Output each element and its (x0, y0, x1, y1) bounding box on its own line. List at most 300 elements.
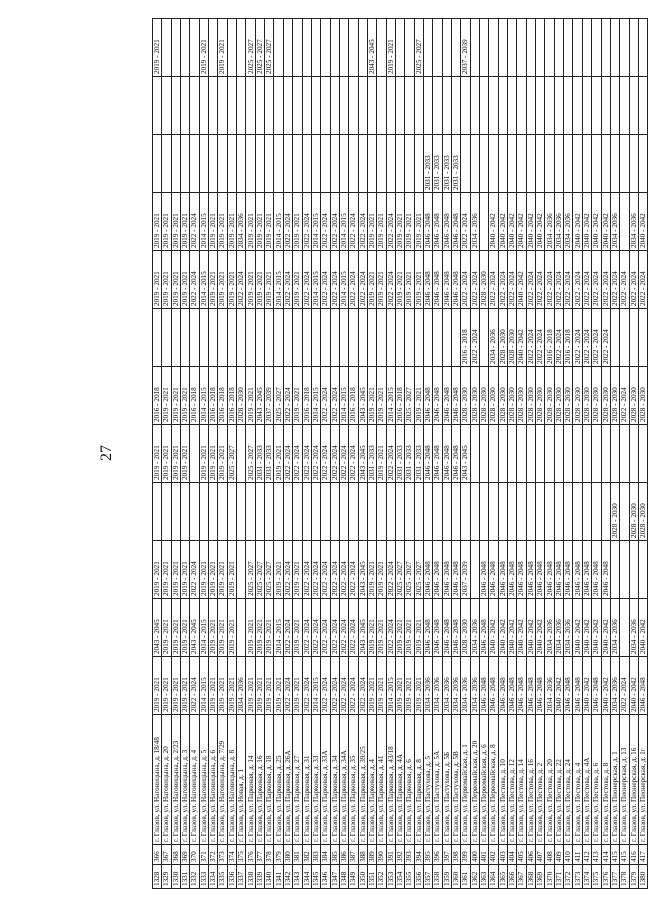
period-cell (246, 135, 255, 193)
period-cell (489, 135, 498, 193)
period-cell (470, 541, 479, 599)
period-cell (283, 19, 292, 77)
period-cell (321, 77, 330, 135)
row-number-cell: 1372 (564, 865, 573, 889)
period-cell: 2040 - 2042 (517, 193, 526, 251)
period-cell (470, 19, 479, 77)
period-cell: 2014 - 2015 (386, 367, 395, 425)
period-cell: 2019 - 2021 (209, 193, 218, 251)
period-cell: 2031 - 2033 (433, 135, 442, 193)
table-row (433, 19, 442, 889)
period-cell (199, 135, 208, 193)
period-cell: 2022 - 2024 (638, 251, 647, 309)
row-number-cell: 1370 (545, 865, 554, 889)
period-cell (321, 483, 330, 541)
address-cell: г. Глазов, ул. Парковая, д. 18 (265, 715, 274, 845)
period-cell: 2022 - 2024 (386, 425, 395, 483)
house-id-cell: 381 (293, 845, 302, 865)
house-id-cell: 379 (274, 845, 283, 865)
period-cell: 2028 - 2030 (564, 367, 573, 425)
period-cell (620, 541, 629, 599)
address-cell: г. Глазов, ул. Парковая, д. 14 (246, 715, 255, 845)
house-id-cell: 410 (564, 845, 573, 865)
period-cell (592, 19, 601, 77)
period-cell (367, 309, 376, 367)
period-cell (162, 483, 171, 541)
period-cell (162, 19, 171, 77)
period-cell (610, 77, 619, 135)
period-cell (339, 19, 348, 77)
period-cell (386, 77, 395, 135)
table-row (265, 19, 274, 889)
period-cell: 2028 - 2030 (610, 367, 619, 425)
period-cell (358, 77, 367, 135)
period-cell: 2019 - 2021 (255, 599, 264, 657)
house-id-cell: 390 (377, 845, 386, 865)
period-cell: 2019 - 2021 (227, 251, 236, 309)
period-cell (386, 309, 395, 367)
period-cell (414, 309, 423, 367)
period-cell: 2040 - 2042 (508, 599, 517, 657)
period-cell (218, 309, 227, 367)
period-cell (358, 19, 367, 77)
period-cell (339, 135, 348, 193)
row-number-cell: 1333 (199, 865, 208, 889)
period-cell (526, 19, 535, 77)
period-cell: 2046 - 2048 (442, 541, 451, 599)
table-row (358, 19, 367, 889)
period-cell: 2028 - 2030 (629, 367, 638, 425)
period-cell (554, 483, 563, 541)
house-id-cell: 367 (162, 845, 171, 865)
period-cell: 2046 - 2048 (480, 657, 489, 715)
row-number-cell: 1329 (162, 865, 171, 889)
period-cell (414, 135, 423, 193)
row-number-cell: 1353 (386, 865, 395, 889)
period-cell (508, 77, 517, 135)
period-cell: 2034 - 2036 (564, 193, 573, 251)
period-cell: 2034 - 2036 (470, 657, 479, 715)
period-cell (395, 135, 404, 193)
period-cell: 2022 - 2024 (554, 309, 563, 367)
address-cell: г. Глазов, ул. Пионерская, д. 13 (620, 715, 629, 845)
house-id-cell: 402 (489, 845, 498, 865)
row-number-cell: 1331 (181, 865, 190, 889)
table-row (573, 19, 582, 889)
period-cell: 2022 - 2024 (330, 541, 339, 599)
house-id-cell: 384 (321, 845, 330, 865)
period-cell: 2022 - 2024 (554, 251, 563, 309)
period-cell: 2043 - 2045 (190, 599, 199, 657)
address-cell: г. Глазов, ул. Пестова, д. 8 (601, 715, 610, 845)
row-number-cell: 1357 (423, 865, 432, 889)
period-cell (480, 425, 489, 483)
period-cell (283, 483, 292, 541)
period-cell: 2037 - 2039 (265, 367, 274, 425)
period-cell (536, 77, 545, 135)
address-cell: г. Глазов, ул. Пестова, д. 20 (545, 715, 554, 845)
row-number-cell: 1334 (209, 865, 218, 889)
period-cell (498, 425, 507, 483)
period-cell (330, 19, 339, 77)
period-cell (461, 483, 470, 541)
period-cell (638, 135, 647, 193)
table-row (227, 19, 236, 889)
period-cell: 2028 - 2030 (498, 309, 507, 367)
period-cell: 2022 - 2024 (349, 541, 358, 599)
table-row (321, 19, 330, 889)
period-cell: 2046 - 2048 (423, 251, 432, 309)
period-cell: 2028 - 2030 (489, 367, 498, 425)
period-cell (255, 483, 264, 541)
period-cell (489, 77, 498, 135)
period-cell: 2031 - 2033 (442, 135, 451, 193)
period-cell (405, 77, 414, 135)
period-cell: 2043 - 2045 (358, 599, 367, 657)
period-cell (293, 135, 302, 193)
period-cell (470, 135, 479, 193)
period-cell: 2022 - 2024 (358, 251, 367, 309)
period-cell: 2019 - 2021 (162, 541, 171, 599)
row-number-cell: 1376 (601, 865, 610, 889)
period-cell (620, 77, 629, 135)
period-cell (629, 425, 638, 483)
period-cell: 2016 - 2018 (227, 367, 236, 425)
address-cell: г. Глазов, ул. Парковая, д. 8 (414, 715, 423, 845)
house-id-cell: 414 (601, 845, 610, 865)
period-cell (582, 19, 591, 77)
row-number-cell: 1365 (498, 865, 507, 889)
table-row (237, 19, 246, 889)
period-cell (498, 483, 507, 541)
address-cell: г. Глазов, ул. Парковая, д. 39/25 (358, 715, 367, 845)
period-cell (564, 135, 573, 193)
house-id-cell: 383 (311, 845, 320, 865)
period-cell: 2019 - 2021 (265, 193, 274, 251)
period-cell: 2016 - 2018 (395, 367, 404, 425)
period-cell (498, 19, 507, 77)
period-cell: 2014 - 2015 (199, 367, 208, 425)
house-id-cell: 395 (423, 845, 432, 865)
period-cell: 2019 - 2021 (265, 599, 274, 657)
table-row (255, 19, 264, 889)
period-cell (349, 135, 358, 193)
period-cell: 2022 - 2024 (330, 193, 339, 251)
period-cell (405, 135, 414, 193)
period-cell: 2019 - 2021 (414, 251, 423, 309)
period-cell (582, 135, 591, 193)
period-cell: 2019 - 2021 (171, 425, 180, 483)
period-cell: 2016 - 2018 (153, 367, 162, 425)
period-cell: 2022 - 2024 (536, 251, 545, 309)
period-cell: 2022 - 2024 (321, 251, 330, 309)
house-id-cell: 417 (638, 845, 647, 865)
period-cell: 2019 - 2021 (255, 193, 264, 251)
address-cell: г. Глазов, ул. Парковая, д. 34 (330, 715, 339, 845)
period-cell: 2046 - 2048 (498, 541, 507, 599)
period-cell: 2022 - 2024 (545, 251, 554, 309)
period-cell: 2019 - 2021 (414, 599, 423, 657)
period-cell (489, 19, 498, 77)
period-cell: 2046 - 2048 (433, 425, 442, 483)
period-cell (302, 77, 311, 135)
period-cell: 2019 - 2021 (227, 193, 236, 251)
address-cell: г. Глазов, ул. Парковая, д. 27 (293, 715, 302, 845)
period-cell (470, 483, 479, 541)
period-cell: 2016 - 2018 (349, 367, 358, 425)
period-cell: 2019 - 2021 (377, 541, 386, 599)
period-cell: 2019 - 2021 (153, 19, 162, 77)
table-row (601, 19, 610, 889)
period-cell (190, 19, 199, 77)
period-cell (592, 483, 601, 541)
row-number-cell: 1337 (237, 865, 246, 889)
period-cell: 2022 - 2024 (386, 599, 395, 657)
table-row (395, 19, 404, 889)
address-cell: г. Глазов, ул. Пестова, д. 4А (582, 715, 591, 845)
period-cell (274, 135, 283, 193)
period-cell (302, 483, 311, 541)
period-cell: 2019 - 2021 (395, 657, 404, 715)
period-cell: 2019 - 2021 (209, 541, 218, 599)
period-cell: 2019 - 2021 (209, 599, 218, 657)
period-cell: 2019 - 2021 (171, 367, 180, 425)
period-cell (620, 309, 629, 367)
period-cell (162, 77, 171, 135)
table-row (218, 19, 227, 889)
period-cell: 2019 - 2021 (265, 251, 274, 309)
period-cell: 2019 - 2021 (181, 251, 190, 309)
period-cell (395, 19, 404, 77)
period-cell (265, 77, 274, 135)
period-cell: 2014 - 2015 (386, 657, 395, 715)
period-cell: 2046 - 2048 (480, 541, 489, 599)
period-cell: 2028 - 2030 (461, 367, 470, 425)
period-cell (620, 483, 629, 541)
address-cell: г. Глазов, ул. Пионерская, д. 1г (638, 715, 647, 845)
period-cell (461, 135, 470, 193)
period-cell: 2031 - 2033 (265, 425, 274, 483)
period-cell: 2022 - 2024 (470, 309, 479, 367)
period-cell: 2014 - 2015 (311, 193, 320, 251)
row-number-cell: 1343 (293, 865, 302, 889)
period-cell: 2046 - 2048 (423, 367, 432, 425)
period-cell: 2019 - 2021 (377, 367, 386, 425)
period-cell: 2040 - 2042 (536, 193, 545, 251)
period-cell: 2019 - 2021 (367, 367, 376, 425)
period-cell (582, 483, 591, 541)
row-number-cell: 1352 (377, 865, 386, 889)
period-cell: 2019 - 2021 (255, 251, 264, 309)
period-cell (349, 19, 358, 77)
period-cell: 2019 - 2021 (395, 599, 404, 657)
period-cell: 2043 - 2045 (358, 367, 367, 425)
period-cell (564, 483, 573, 541)
period-cell: 2022 - 2024 (592, 309, 601, 367)
period-cell (638, 425, 647, 483)
period-cell (367, 483, 376, 541)
address-cell: г. Глазов, ул. Пестова, д. 22 (554, 715, 563, 845)
period-cell: 2028 - 2030 (480, 251, 489, 309)
address-cell: г. Глазов, ул. Пестова, д. 12 (508, 715, 517, 845)
period-cell: 2022 - 2024 (358, 193, 367, 251)
table-row (405, 19, 414, 889)
period-cell: 2022 - 2024 (470, 251, 479, 309)
period-cell: 2022 - 2024 (321, 425, 330, 483)
period-cell: 2040 - 2042 (498, 599, 507, 657)
address-cell: г. Глазов, ул. Пастухова, д. 5В (452, 715, 461, 845)
period-cell (536, 483, 545, 541)
period-cell: 2040 - 2042 (517, 599, 526, 657)
period-cell (526, 483, 535, 541)
period-cell: 2022 - 2024 (573, 309, 582, 367)
period-cell: 2031 - 2033 (423, 135, 432, 193)
period-cell: 2019 - 2021 (395, 193, 404, 251)
period-cell: 2019 - 2021 (255, 657, 264, 715)
period-cell: 2025 - 2027 (265, 541, 274, 599)
address-cell: г. Глазов, ул. Пастухова, д. 5Б (442, 715, 451, 845)
period-cell: 2028 - 2030 (536, 367, 545, 425)
period-cell (545, 135, 554, 193)
house-id-cell: 416 (629, 845, 638, 865)
period-cell: 2022 - 2024 (564, 251, 573, 309)
row-number-cell: 1362 (470, 865, 479, 889)
period-cell: 2022 - 2024 (349, 425, 358, 483)
period-cell (181, 483, 190, 541)
row-number-cell: 1355 (405, 865, 414, 889)
address-cell: г. Глазов, ул. Пионерская, д. 16 (629, 715, 638, 845)
period-cell: 2043 - 2045 (358, 541, 367, 599)
period-cell (508, 425, 517, 483)
period-cell: 2019 - 2021 (218, 251, 227, 309)
table-row (162, 19, 171, 889)
period-cell (377, 135, 386, 193)
period-cell (620, 19, 629, 77)
row-number-cell: 1364 (489, 865, 498, 889)
period-cell: 2019 - 2021 (209, 425, 218, 483)
period-cell (517, 425, 526, 483)
period-cell: 2019 - 2021 (367, 599, 376, 657)
period-cell (274, 483, 283, 541)
period-cell (545, 483, 554, 541)
period-cell (470, 425, 479, 483)
period-cell: 2014 - 2015 (311, 251, 320, 309)
period-cell (386, 135, 395, 193)
period-cell (153, 77, 162, 135)
table-body (153, 19, 648, 889)
house-id-cell: 415 (620, 845, 629, 865)
period-cell (321, 135, 330, 193)
table-row (293, 19, 302, 889)
period-cell: 2040 - 2042 (517, 309, 526, 367)
house-id-cell: 369 (181, 845, 190, 865)
period-cell (480, 19, 489, 77)
period-cell: 2019 - 2021 (153, 193, 162, 251)
period-cell: 2040 - 2042 (582, 657, 591, 715)
period-cell (601, 77, 610, 135)
period-cell: 2022 - 2024 (386, 541, 395, 599)
period-cell: 2034 - 2036 (610, 599, 619, 657)
period-cell: 2040 - 2042 (601, 657, 610, 715)
address-cell: г. Глазов, ул. Пестова, д. 4 (573, 715, 582, 845)
period-cell: 2022 - 2024 (508, 251, 517, 309)
period-cell: 2019 - 2021 (181, 599, 190, 657)
period-cell: 2019 - 2021 (405, 599, 414, 657)
period-cell: 2046 - 2048 (564, 657, 573, 715)
table-row (274, 19, 283, 889)
period-cell (181, 135, 190, 193)
period-cell: 2022 - 2024 (349, 193, 358, 251)
row-number-cell: 1358 (433, 865, 442, 889)
period-cell: 2022 - 2024 (190, 193, 199, 251)
period-cell (526, 77, 535, 135)
period-cell: 2028 - 2030 (526, 367, 535, 425)
house-id-cell: 393 (405, 845, 414, 865)
period-cell: 2028 - 2030 (545, 367, 554, 425)
period-cell: 2022 - 2024 (620, 251, 629, 309)
period-cell (265, 483, 274, 541)
period-cell: 2046 - 2048 (433, 193, 442, 251)
table-row (199, 19, 208, 889)
period-cell (620, 425, 629, 483)
period-cell: 2016 - 2018 (190, 367, 199, 425)
period-cell (274, 77, 283, 135)
period-cell: 2019 - 2021 (414, 657, 423, 715)
period-cell (629, 19, 638, 77)
house-id-cell: 391 (386, 845, 395, 865)
period-cell: 2028 - 2030 (601, 367, 610, 425)
table-row (283, 19, 292, 889)
period-cell (330, 135, 339, 193)
house-id-cell: 378 (265, 845, 274, 865)
period-cell: 2019 - 2021 (227, 599, 236, 657)
period-cell: 2046 - 2048 (452, 425, 461, 483)
period-cell: 2034 - 2036 (629, 599, 638, 657)
house-id-cell: 406 (526, 845, 535, 865)
period-cell: 2034 - 2036 (433, 657, 442, 715)
period-cell (209, 77, 218, 135)
period-cell: 2022 - 2024 (283, 425, 292, 483)
period-cell: 2022 - 2024 (330, 599, 339, 657)
period-cell (302, 19, 311, 77)
address-cell: г. Глазов, ул. Наговицына, д. 4 (190, 715, 199, 845)
period-cell: 2046 - 2048 (545, 541, 554, 599)
house-id-cell: 382 (302, 845, 311, 865)
period-cell: 2022 - 2024 (302, 657, 311, 715)
period-cell: 2022 - 2024 (629, 251, 638, 309)
period-cell (554, 425, 563, 483)
table-row (582, 19, 591, 889)
period-cell: 2046 - 2048 (601, 541, 610, 599)
period-cell (489, 425, 498, 483)
row-number-cell: 1361 (461, 865, 470, 889)
period-cell (573, 135, 582, 193)
period-cell: 2034 - 2036 (545, 193, 554, 251)
house-id-cell: 405 (517, 845, 526, 865)
period-cell (601, 425, 610, 483)
period-cell (480, 77, 489, 135)
period-cell: 2019 - 2021 (377, 251, 386, 309)
period-cell: 2016 - 2018 (218, 367, 227, 425)
period-cell: 2046 - 2048 (433, 367, 442, 425)
period-cell: 2022 - 2024 (311, 425, 320, 483)
address-cell: г. Глазов, ул. Парковая, д. 16 (255, 715, 264, 845)
period-cell (433, 309, 442, 367)
period-cell: 2025 - 2027 (246, 425, 255, 483)
table-row (386, 19, 395, 889)
period-cell (293, 309, 302, 367)
period-cell: 2019 - 2021 (265, 657, 274, 715)
